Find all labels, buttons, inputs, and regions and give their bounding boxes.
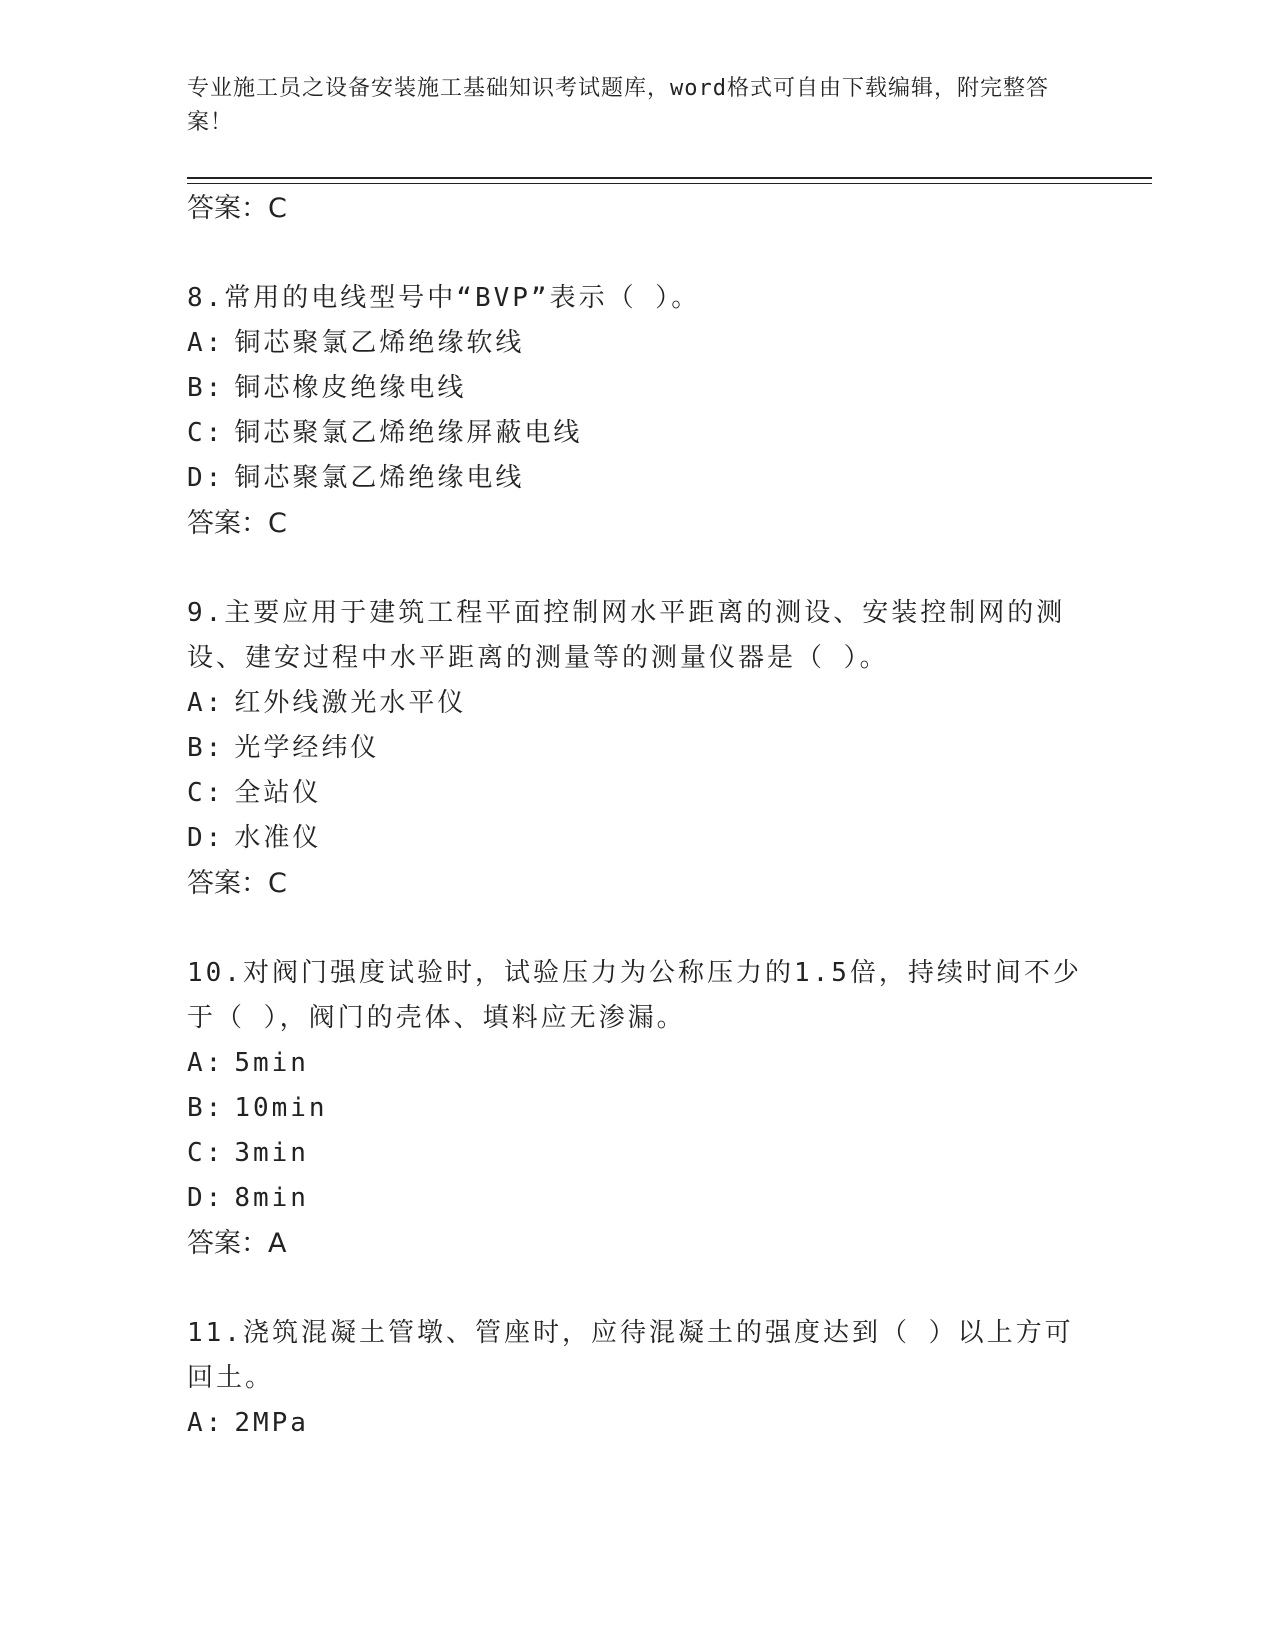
option-item xyxy=(187,1041,1087,1086)
option-key: D: xyxy=(187,823,225,853)
question-stem: 10.对阀门强度试验时，试验压力为公称压力的1.5倍，持续时间不少于（ ），阀门的壳体、填料应无渗漏。 xyxy=(187,958,1082,1033)
answer-line: 答案：A xyxy=(187,1228,287,1259)
option-text: 铜芯聚氯乙烯绝缘屏蔽电线 xyxy=(234,418,583,448)
option-text: 8min xyxy=(234,1183,309,1213)
option-key: C: xyxy=(187,1138,225,1168)
question-block xyxy=(187,1311,1087,1446)
answer-line: 答案：C xyxy=(187,868,287,899)
option-key: B: xyxy=(187,733,225,763)
option-item xyxy=(187,1086,1087,1131)
option-key: A: xyxy=(187,1408,225,1438)
option-item xyxy=(187,321,1087,366)
option-key: C: xyxy=(187,418,225,448)
option-text: 5min xyxy=(234,1048,309,1078)
option-text: 红外线激光水平仪 xyxy=(234,688,467,718)
option-key: A: xyxy=(187,688,225,718)
answer-line: 答案：C xyxy=(187,508,287,539)
option-text: 3min xyxy=(234,1138,309,1168)
question-block xyxy=(187,276,1087,547)
option-item xyxy=(187,366,1087,411)
question-stem: 8.常用的电线型号中“BVP”表示（ ）。 xyxy=(187,283,701,313)
option-key: D: xyxy=(187,463,225,493)
option-key: B: xyxy=(187,1093,225,1123)
option-text: 铜芯聚氯乙烯绝缘电线 xyxy=(234,463,525,493)
question-stem: 9.主要应用于建筑工程平面控制网水平距离的测设、安装控制网的测设、建安过程中水平距离的测量等的测量仪器是（ ）。 xyxy=(187,598,1066,673)
option-key: B: xyxy=(187,373,225,403)
option-item xyxy=(187,816,1087,861)
option-key: A: xyxy=(187,328,225,358)
question-block xyxy=(187,591,1087,907)
option-text: 铜芯聚氯乙烯绝缘软线 xyxy=(234,328,525,358)
option-text: 全站仪 xyxy=(234,778,322,808)
option-item xyxy=(187,411,1087,456)
option-text: 水准仪 xyxy=(234,823,322,853)
option-item xyxy=(187,1131,1087,1176)
question-stem: 11.浇筑混凝土管墩、管座时，应待混凝土的强度达到（ ）以上方可回土。 xyxy=(187,1318,1074,1393)
option-key: C: xyxy=(187,778,225,808)
answer-line: 答案：C xyxy=(187,193,287,224)
option-item xyxy=(187,1401,1087,1446)
option-item xyxy=(187,726,1087,771)
option-text: 光学经纬仪 xyxy=(234,733,380,763)
option-item xyxy=(187,456,1087,501)
option-item xyxy=(187,1176,1087,1221)
document-body xyxy=(187,186,1087,1446)
option-text: 2MPa xyxy=(234,1408,309,1438)
option-text: 铜芯橡皮绝缘电线 xyxy=(234,373,467,403)
header-divider-thick xyxy=(187,177,1152,179)
option-key: A: xyxy=(187,1048,225,1078)
option-key: D: xyxy=(187,1183,225,1213)
document-header: 专业施工员之设备安装施工基础知识考试题库，word格式可自由下载编辑，附完整答案！ xyxy=(187,76,1049,135)
question-block xyxy=(187,951,1087,1267)
option-item xyxy=(187,681,1087,726)
option-item xyxy=(187,771,1087,816)
option-text: 10min xyxy=(234,1093,328,1123)
header-divider-thin xyxy=(187,183,1152,184)
